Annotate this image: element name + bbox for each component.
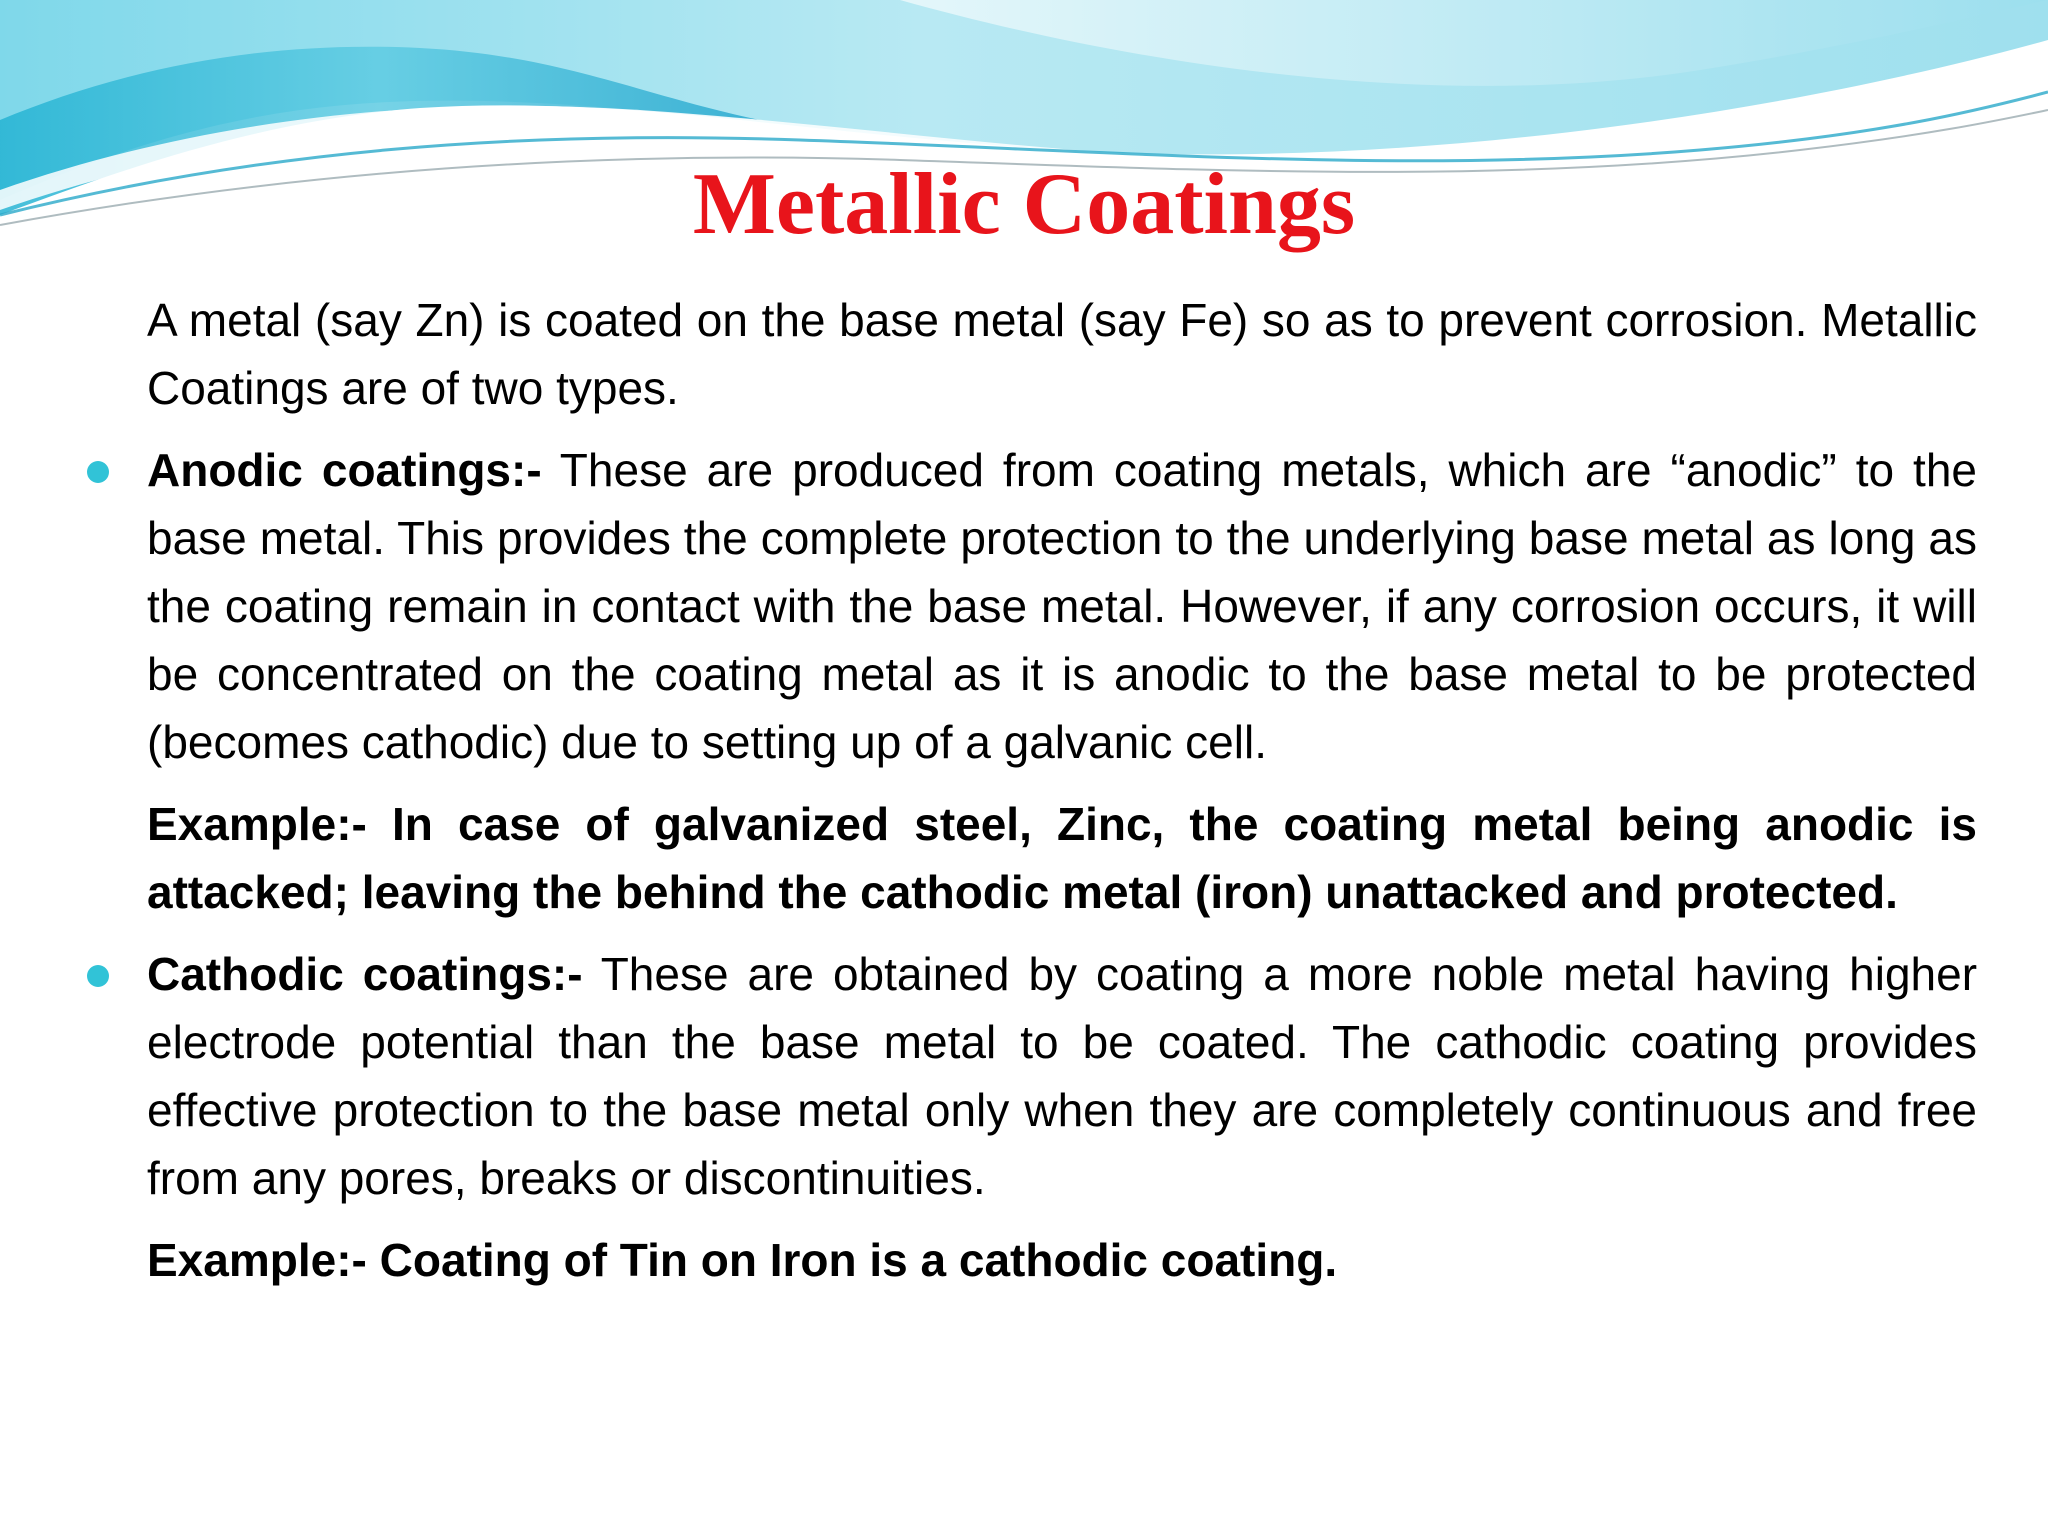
page-title-text: Metallic Coatings — [692, 156, 1356, 253]
bullet-term: Cathodic coatings:- — [147, 948, 583, 1000]
example-cathodic: Example:- Coating of Tin on Iron is a cathodic coating. — [147, 1234, 1338, 1286]
bullet-cathodic — [147, 940, 1977, 1212]
example-anodic: Example:- In case of galvanized steel, Zinc, the coating metal being anodic is attacked; leaving the behind the cathodic metal (iron) unattacked and protected. — [147, 798, 1977, 918]
bullet-text: These are produced from coating metals, which are “anodic” to the base metal. This provides the complete protection to the underlying base metal as long as the coating remain in contact with the base metal. However, if any corrosion occurs, it will be concentrated on the coating metal as it is anodic to the base metal to be protected (becomes cathodic) due to setting up of a galvanic cell. — [147, 444, 1977, 768]
bullet-term: Anodic coatings:- — [147, 444, 542, 496]
bullet-text: These are obtained by coating a more noble metal having higher electrode potential than the base metal to be coated. The cathodic coating provides effective protection to the base metal only when they are completely continuous and free from any pores, breaks or discontinuities. — [147, 948, 1978, 1204]
bullet-dot-icon — [87, 965, 109, 987]
bullet-anodic — [147, 436, 1977, 776]
intro-paragraph: A metal (say Zn) is coated on the base metal (say Fe) so as to prevent corrosion. Metallic Coatings are of two types. — [147, 294, 1977, 414]
bullet-dot-icon — [87, 461, 109, 483]
slide-body — [147, 286, 1977, 1308]
page-title — [0, 150, 2048, 260]
